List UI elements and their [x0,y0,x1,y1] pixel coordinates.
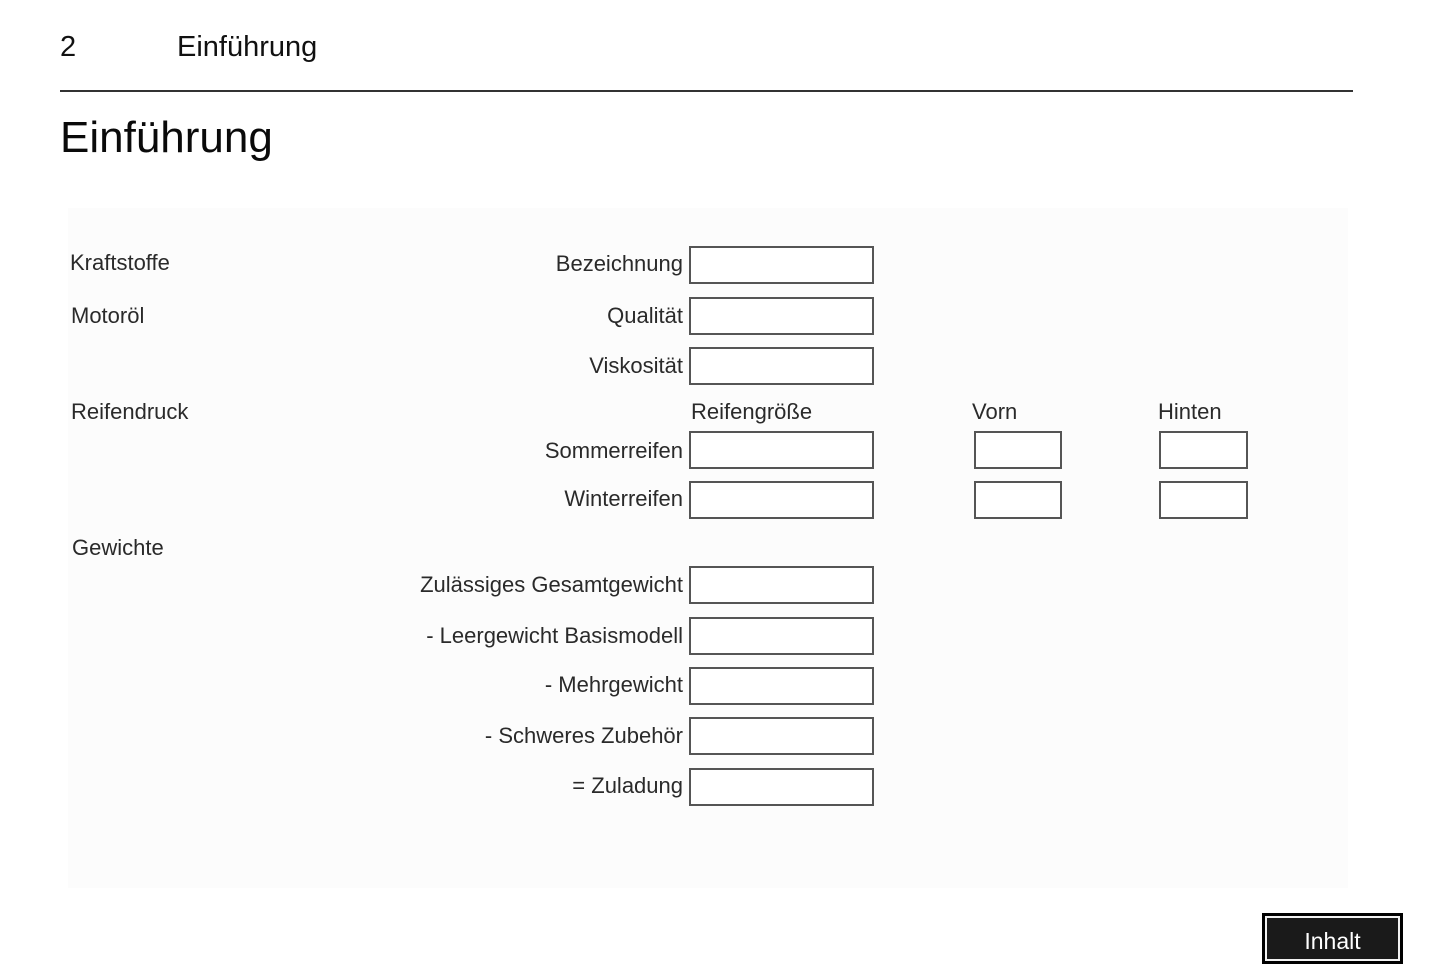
gross-weight-field[interactable] [689,566,874,604]
section-oil: Motoröl [71,303,145,328]
heavy-accessories-field[interactable] [689,717,874,755]
empty-weight-label: - Leergewicht Basismodell [426,623,683,648]
column-rear: Hinten [1158,399,1222,424]
heavy-accessories-label: - Schweres Zubehör [484,723,683,748]
running-header-title: Einführung [177,31,318,63]
viscosity-field[interactable] [689,347,874,385]
summer-rear-pressure-field[interactable] [1159,431,1248,469]
winter-tyre-size-field[interactable] [689,481,874,519]
payload-label: = Zuladung [572,773,683,798]
empty-weight-field[interactable] [689,617,874,655]
quality-field[interactable] [689,297,874,335]
quality-label: Qualität [607,303,683,328]
summer-tyre-size-field[interactable] [689,431,874,469]
section-fuel: Kraftstoffe [70,250,170,275]
winter-tyres-label: Winterreifen [564,486,683,511]
page-number: 2 [60,31,77,63]
viscosity-label: Viskosität [589,353,683,378]
header-divider [60,90,1353,92]
designation-label: Bezeichnung [555,251,683,276]
extra-weight-label: - Mehrgewicht [544,672,683,697]
summer-front-pressure-field[interactable] [974,431,1062,469]
payload-field[interactable] [689,768,874,806]
summer-tyres-label: Sommerreifen [544,438,683,463]
extra-weight-field[interactable] [689,667,874,705]
contents-button[interactable]: Inhalt [1262,913,1403,964]
section-tyre-pressure: Reifendruck [71,399,189,424]
winter-front-pressure-field[interactable] [974,481,1062,519]
column-tyre-size: Reifengröße [691,399,813,424]
designation-field[interactable] [689,246,874,284]
gross-weight-label: Zulässiges Gesamtgewicht [420,572,683,597]
page-title: Einführung [60,113,273,162]
column-front: Vorn [972,399,1018,424]
section-weights: Gewichte [72,535,164,560]
winter-rear-pressure-field[interactable] [1159,481,1248,519]
